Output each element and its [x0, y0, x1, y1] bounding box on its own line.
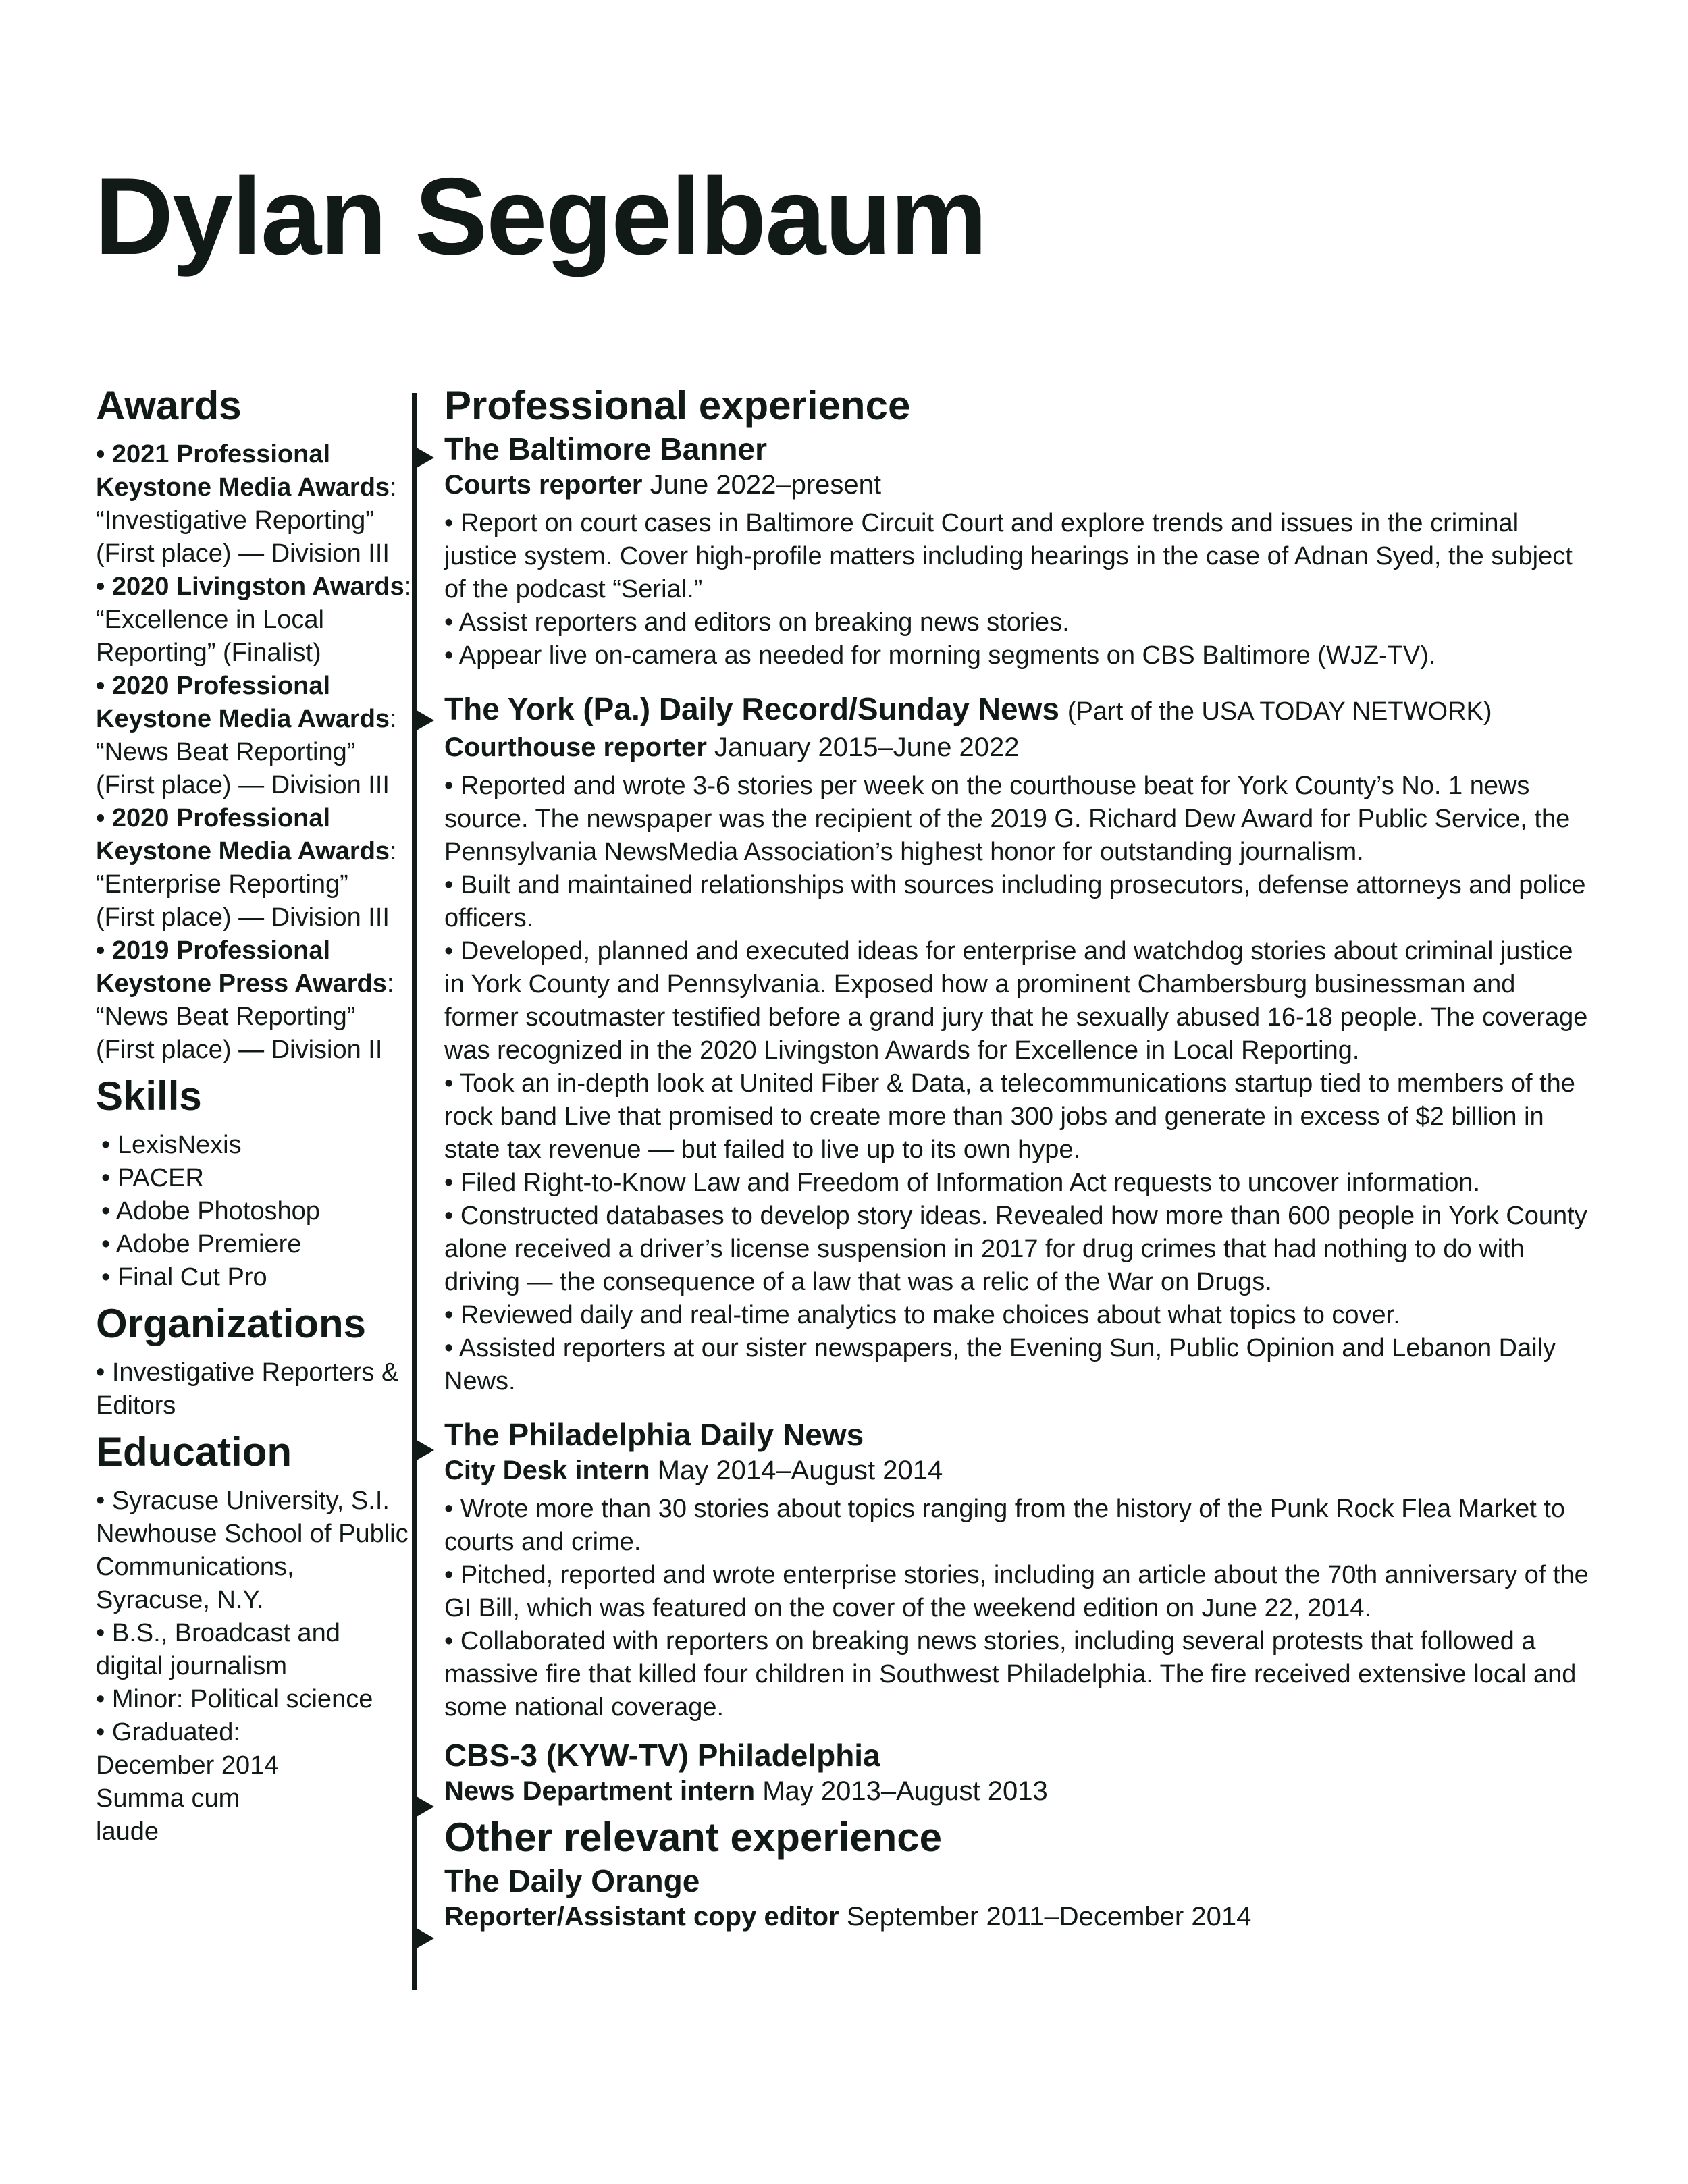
bullet-item: • Reported and wrote 3-6 stories per week on the courthouse beat for York County’s No. 1 news source. The newspaper was the recipient of the 2019 G. Richard Dew Award for Public Service, the Pennsylvania NewsMedia Association’s highest honor for outstanding journalism.: [444, 772, 1571, 866]
job-entry: [444, 690, 1592, 1398]
arrow-marker-icon: [417, 1440, 434, 1460]
award-item: [96, 802, 413, 934]
bullet-item: • Collaborated with reporters on breaking news stories, including several protests that followed a massive fire that killed four children in Southwest Philadelphia. The fire received extensive local and some national coverage.: [444, 1627, 1577, 1722]
job-role: [444, 1774, 1592, 1808]
skills-heading: Skills: [96, 1073, 202, 1119]
role-title: Courts reporter: [444, 470, 643, 500]
organization-note: (Part of the USA TODAY NETWORK): [1067, 697, 1492, 726]
bullet-item: • Developed, planned and executed ideas for enterprise and watchdog stories about criminal justice in York County and Pennsylvania. Exposed how a prominent Chambersburg businessman and former scoutmaster testified before a grand jury that he sexually abused 16-18 people. The coverage was recognized in the 2020 Livingston Awards for Excellence in Local Reporting.: [444, 937, 1588, 1065]
skill-item: • Final Cut Pro: [101, 1263, 267, 1291]
award-item: [96, 438, 413, 570]
award-detail: : “Excellence in Local Reporting” (Finalist): [96, 572, 412, 667]
award-item: [96, 670, 413, 802]
award-item: [96, 934, 413, 1067]
organization-item: • Investigative Reporters & Editors: [96, 1358, 399, 1420]
job-role: [444, 468, 1592, 502]
job-organization: [444, 430, 1592, 468]
job-entry: [444, 1862, 1592, 1934]
skills-list: [96, 1129, 413, 1294]
bullet-item: • Assist reporters and editors on breaking news stories.: [444, 608, 1070, 637]
sidebar: [96, 381, 413, 1848]
skill-item: • Adobe Photoshop: [101, 1197, 320, 1225]
organizations-heading: Organizations: [96, 1301, 367, 1346]
role-title: City Desk intern: [444, 1456, 650, 1485]
skill-item: • LexisNexis: [101, 1131, 242, 1159]
bullet-item: • Report on court cases in Baltimore Circuit Court and explore trends and issues in the criminal justice system. Cover high-profile matters including hearings in the case of Adnan Syed, the subject of the podcast “Serial.”: [444, 509, 1573, 604]
organization-name: The Daily Orange: [444, 1863, 700, 1898]
job-organization: [444, 1862, 1592, 1900]
education-item: • Syracuse University, S.I. Newhouse School of Public Communications, Syracuse, N.Y.: [96, 1487, 408, 1614]
award-detail: : “News Beat Reporting” (First place) — Division II: [96, 969, 394, 1064]
job-role: [444, 1900, 1592, 1934]
job-role: [444, 1454, 1592, 1487]
main-column: [444, 381, 1592, 1939]
job-entry: [444, 430, 1592, 672]
education-item: • Graduated: December 2014 Summa cum laude: [96, 1718, 279, 1846]
arrow-marker-icon: [417, 448, 434, 468]
job-organization: [444, 690, 1592, 730]
bullet-item: • Filed Right-to-Know Law and Freedom of Information Act requests to uncover information.: [444, 1169, 1481, 1197]
role-dates: May 2013–August 2013: [755, 1776, 1048, 1806]
award-detail: : “Investigative Reporting” (First place) — Division III: [96, 473, 397, 568]
organizations-list: [96, 1356, 413, 1422]
awards-list: [96, 438, 413, 1067]
bullet-item: • Took an in-depth look at United Fiber & Data, a telecommunications startup tied to members of the rock band Live that promised to create more than 300 jobs and generate in excess of $2 billion in state tax revenue — but failed to live up to its own hype.: [444, 1069, 1575, 1164]
arrow-marker-icon: [417, 710, 434, 730]
role-title: News Department intern: [444, 1776, 756, 1806]
bullet-item: • Assisted reporters at our sister newspapers, the Evening Sun, Public Opinion and Lebanon Daily News.: [444, 1334, 1556, 1395]
other-experience-heading: Other relevant experience: [444, 1815, 943, 1860]
award-title: • 2020 Professional Keystone Media Awards: [96, 672, 390, 733]
job-bullets: [444, 507, 1592, 672]
award-title: • 2021 Professional Keystone Media Awards: [96, 440, 390, 502]
award-detail: : “News Beat Reporting” (First place) — Division III: [96, 705, 397, 799]
education-item: • Minor: Political science: [96, 1685, 373, 1713]
job-entry: [444, 1416, 1592, 1724]
arrow-marker-icon: [417, 1796, 434, 1817]
section-divider: [412, 393, 417, 1990]
organization-name: CBS-3 (KYW-TV) Philadelphia: [444, 1738, 880, 1773]
bullet-item: • Reviewed daily and real-time analytics to make choices about what topics to cover.: [444, 1301, 1400, 1329]
job-organization: [444, 1736, 1592, 1774]
job-bullets: [444, 1493, 1592, 1724]
award-detail: : “Enterprise Reporting” (First place) — Division III: [96, 837, 397, 932]
job-bullets: [444, 770, 1592, 1398]
role-title: Courthouse reporter: [444, 733, 707, 762]
role-dates: September 2011–December 2014: [839, 1902, 1252, 1932]
organization-name: The York (Pa.) Daily Record/Sunday News: [444, 691, 1059, 726]
award-item: [96, 570, 413, 670]
bullet-item: • Wrote more than 30 stories about topics ranging from the history of the Punk Rock Flea Market to courts and crime.: [444, 1495, 1566, 1556]
education-item: • B.S., Broadcast and digital journalism: [96, 1619, 340, 1680]
professional-experience-heading: Professional experience: [444, 383, 911, 428]
job-organization: [444, 1416, 1592, 1454]
job-entry: [444, 1736, 1592, 1808]
awards-heading: Awards: [96, 383, 242, 428]
award-title: • 2020 Professional Keystone Media Awards: [96, 804, 390, 865]
skill-item: • Adobe Premiere: [101, 1230, 302, 1258]
bullet-item: • Constructed databases to develop story ideas. Revealed how more than 600 people in York County alone received a driver’s license suspension in 2017 for drug crimes that had nothing to do with driving — the consequence of a law that was a relic of the War on Drugs.: [444, 1202, 1587, 1296]
role-dates: May 2014–August 2014: [650, 1456, 943, 1485]
organization-name: The Baltimore Banner: [444, 431, 767, 467]
award-title: • 2020 Livingston Awards: [96, 572, 404, 601]
education-heading: Education: [96, 1429, 292, 1474]
resume-name: Dylan Segelbaum: [95, 155, 986, 277]
education-list: [96, 1485, 413, 1848]
award-title: • 2019 Professional Keystone Press Awards: [96, 936, 387, 998]
organization-name: The Philadelphia Daily News: [444, 1417, 864, 1452]
bullet-item: • Built and maintained relationships with sources including prosecutors, defense attorneys and police officers.: [444, 871, 1586, 932]
bullet-item: • Appear live on-camera as needed for morning segments on CBS Baltimore (WJZ-TV).: [444, 641, 1436, 670]
job-role: [444, 730, 1592, 764]
skill-item: • PACER: [101, 1164, 204, 1192]
bullet-item: • Pitched, reported and wrote enterprise stories, including an article about the 70th anniversary of the GI Bill, which was featured on the cover of the weekend edition on June 22, 2014.: [444, 1561, 1589, 1622]
role-dates: January 2015–June 2022: [706, 733, 1020, 762]
arrow-marker-icon: [417, 1928, 434, 1948]
role-title: Reporter/Assistant copy editor: [444, 1902, 839, 1932]
role-dates: June 2022–present: [642, 470, 882, 500]
